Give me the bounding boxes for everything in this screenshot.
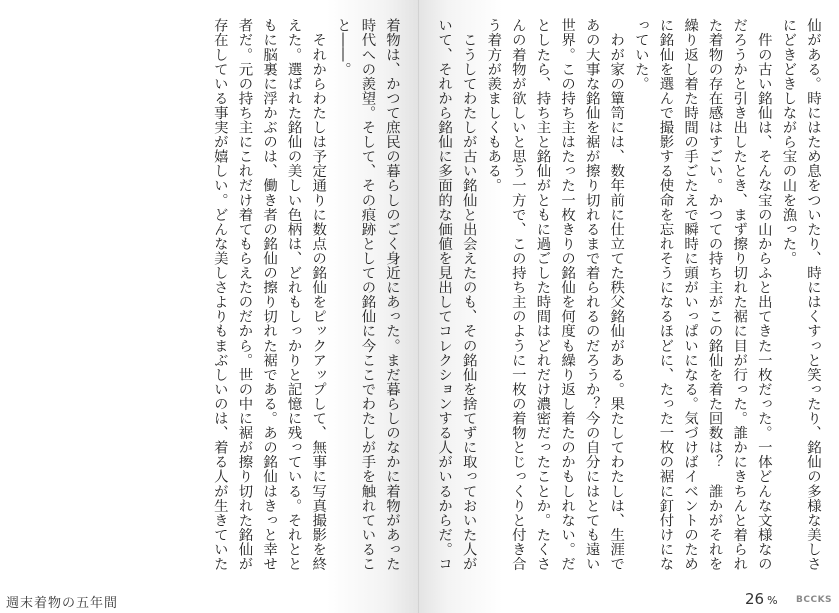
reading-progress bbox=[745, 590, 778, 608]
left-page-text: 着物は、かつて庶民の暮らしのごく身近にあった。まだ暮らしのなかに着物があった時代への羨望。そして、その痕跡としての銘仙に今ここでわたしが手を触れていること――。 それからわたしは予定通りに数点の銘仙をピックアップして、無事に写真撮影を終えた。選ばれた銘仙の美しい色柄は、どれもしっかりと記憶に残っている。それとともに脳裏に浮かぶのは、働き者の銘仙の擦り切れた裾である。あの銘仙はきっと幸せ者だ。元の持ち主にこれだけ着てもらえたのだから。世の中に裾が擦り切れた銘仙が存在している事実が嬉しい。どんな美しさよりもまぶしいのは、着る人が生きていた bbox=[211, 18, 400, 571]
reading-progress-value: 26 bbox=[745, 590, 765, 608]
right-page bbox=[419, 0, 839, 613]
brand-logo: BCCKS bbox=[796, 595, 833, 605]
book-title: 週末着物の五年間 bbox=[6, 596, 119, 611]
reading-progress-unit: % bbox=[767, 594, 778, 607]
right-page-text: 仙がある。時にはため息をついたり、時にはくすっと笑ったり、銘仙の多様な美しさにどきどきしながら宝の山を漁った。 件の古い銘仙は、そんな宝の山からふと出てきた一枚だった。一体どんな文様なのだろうかと引き出したとき、まず擦り切れた裾に目が行った。誰かにきちんと着られた着物の存在感はすごい。かつての持ち主がこの銘仙を着た回数は？ 誰かがそれを繰り返し着た時間の手ごたえで瞬時に頭がいっぱいになる。気づけばイベントのために銘仙を選んで撮影する使命を忘れそうになるほどに、たった一枚の裾に釘付けになっていた。 わが家の簞笥には、数年前に仕立てた秩父銘仙がある。果たしてわたしは、生涯であの大事な銘仙を裾が擦り切れるまで着られるのだろうか？今の自分にはとても遠い世界。この持ち主はたった一枚きりの銘仙を何度も繰り返し着たのかもしれない。だとしたら、持ち主と銘仙がともに過ごした時間はどれだけ濃密だったことか。たくさんの着物が欲しいと思う一方で、この持ち主のように一枚の着物とじっくりと付き合う着方が羨ましくもある。 こうしてわたしが古い銘仙と出会えたのも、その銘仙を捨てずに取っておいた人がいて、それから銘仙に多面的な価値を見出してコレクションする人がいるからだ。コ bbox=[436, 18, 821, 571]
left-page bbox=[0, 0, 419, 613]
